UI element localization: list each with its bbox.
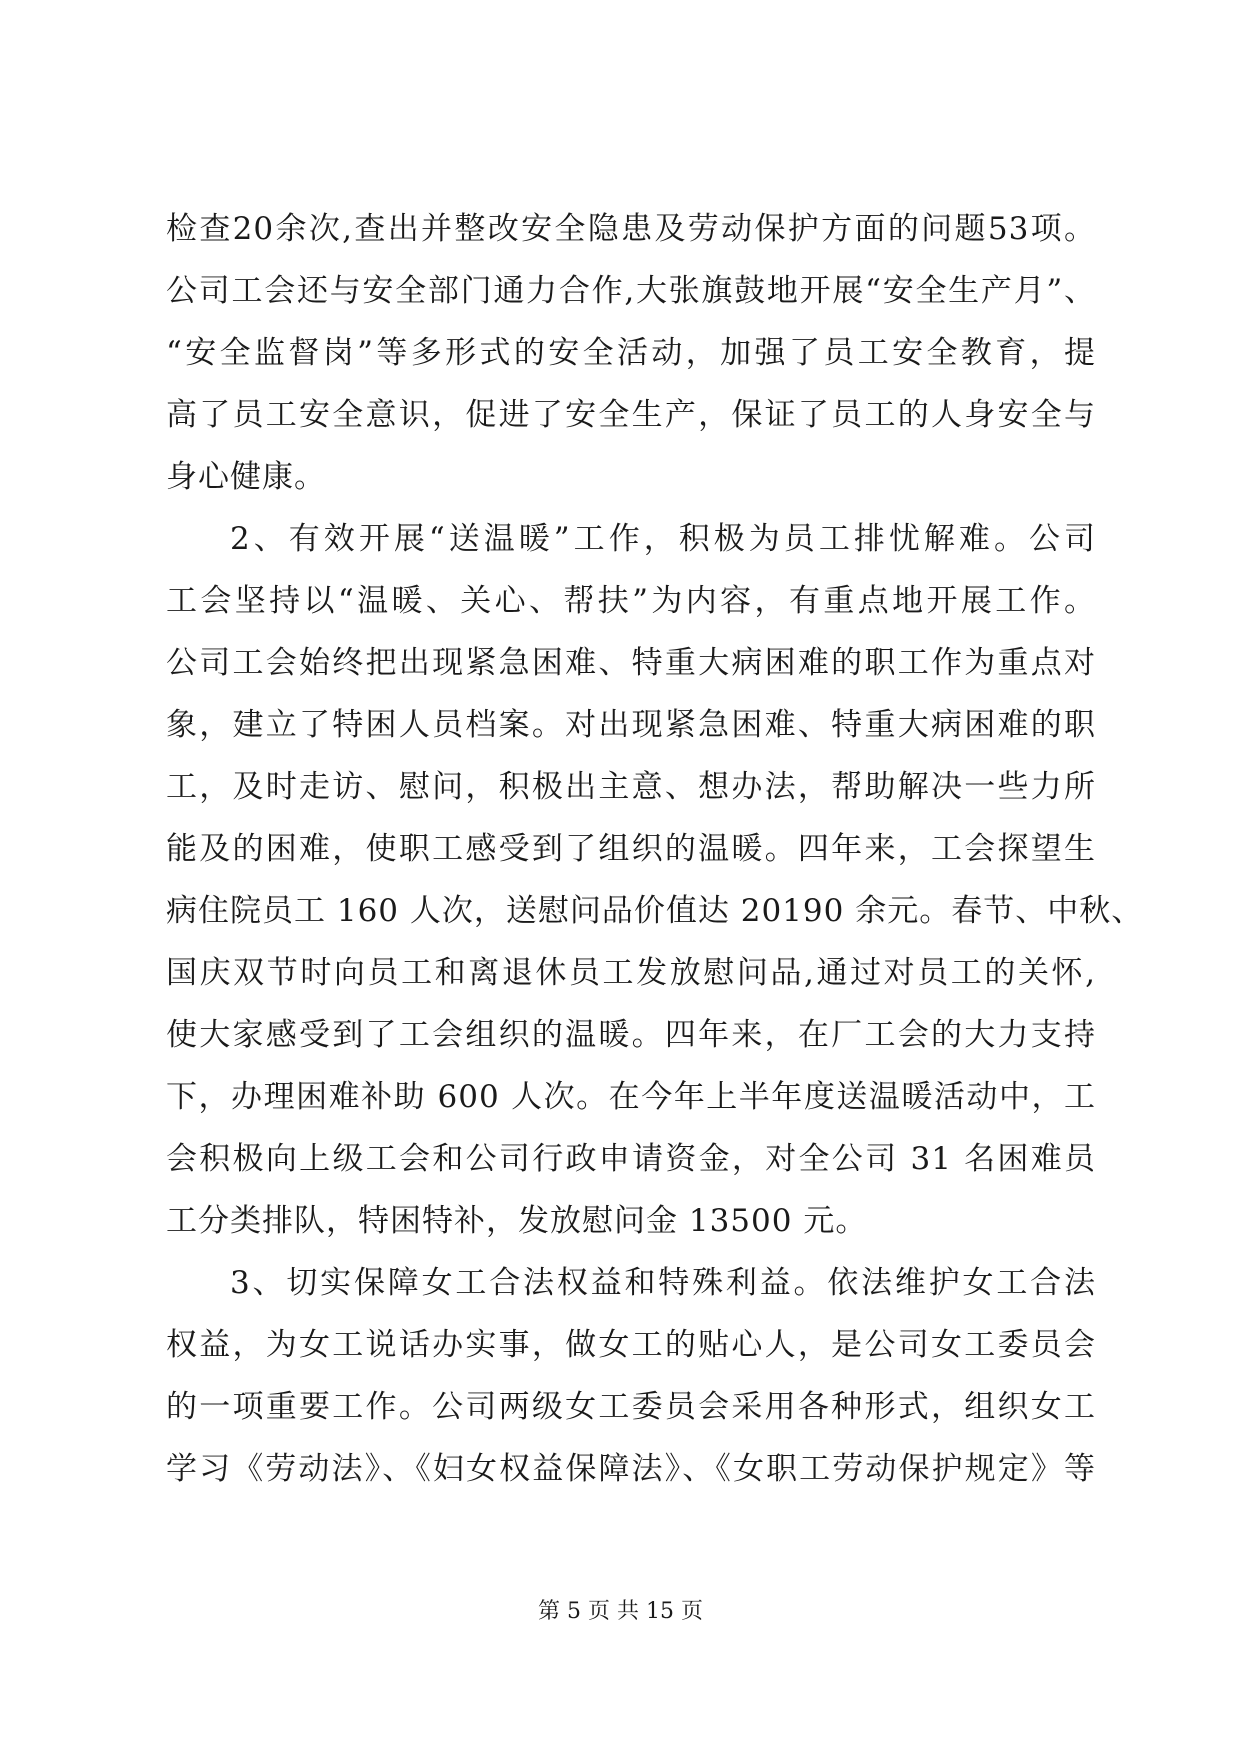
paragraph-start-line: 2、有效开展“送温暖”工作，积极为员工排忧解难。公司: [230, 521, 1096, 557]
text-line: 的一项重要工作。公司两级女工委员会采用各种形式，组织女工: [166, 1389, 1096, 1425]
page-number-footer: 第 5 页 共 15 页: [538, 1599, 703, 1624]
text-line: 身心健康。: [166, 459, 326, 495]
document-body: [166, 198, 1144, 1500]
text-line: 工会坚持以“温暖、关心、帮扶”为内容，有重点地开展工作。: [166, 583, 1096, 619]
text-line: 会积极向上级工会和公司行政申请资金，对全公司 31 名困难员: [166, 1141, 1096, 1177]
paragraph-start-line: 3、切实保障女工合法权益和特殊利益。依法维护女工合法: [230, 1265, 1096, 1301]
text-line: 使大家感受到了工会组织的温暖。四年来，在厂工会的大力支持: [166, 1017, 1096, 1053]
text-line: 工，及时走访、慰问，积极出主意、想办法，帮助解决一些力所: [166, 769, 1096, 805]
text-line: 工分类排队，特困特补，发放慰问金 13500 元。: [166, 1203, 868, 1239]
text-line: 公司工会还与安全部门通力合作,大张旗鼓地开展“安全生产月”、: [166, 273, 1096, 309]
text-line: 学习《劳动法》、《妇女权益保障法》、《女职工劳动保护规定》等: [166, 1451, 1096, 1487]
text-line: 国庆双节时向员工和离退休员工发放慰问品,通过对员工的关怀,: [166, 955, 1096, 991]
text-line: 下，办理困难补助 600 人次。在今年上半年度送温暖活动中，工: [166, 1079, 1096, 1115]
text-line: 能及的困难，使职工感受到了组织的温暖。四年来，工会探望生: [166, 831, 1096, 867]
text-line: “安全监督岗”等多形式的安全活动，加强了员工安全教育，提: [166, 335, 1096, 371]
text-line: 象，建立了特困人员档案。对出现紧急困难、特重大病困难的职: [166, 707, 1096, 743]
text-line: 公司工会始终把出现紧急困难、特重大病困难的职工作为重点对: [166, 645, 1096, 681]
text-line: 权益，为女工说话办实事，做女工的贴心人，是公司女工委员会: [166, 1327, 1096, 1363]
text-line: 检查20余次,查出并整改安全隐患及劳动保护方面的问题53项。: [166, 211, 1096, 247]
text-line: 病住院员工 160 人次，送慰问品价值达 20190 余元。春节、中秋、: [166, 893, 1144, 929]
text-line: 高了员工安全意识，促进了安全生产，保证了员工的人身安全与: [166, 397, 1096, 433]
